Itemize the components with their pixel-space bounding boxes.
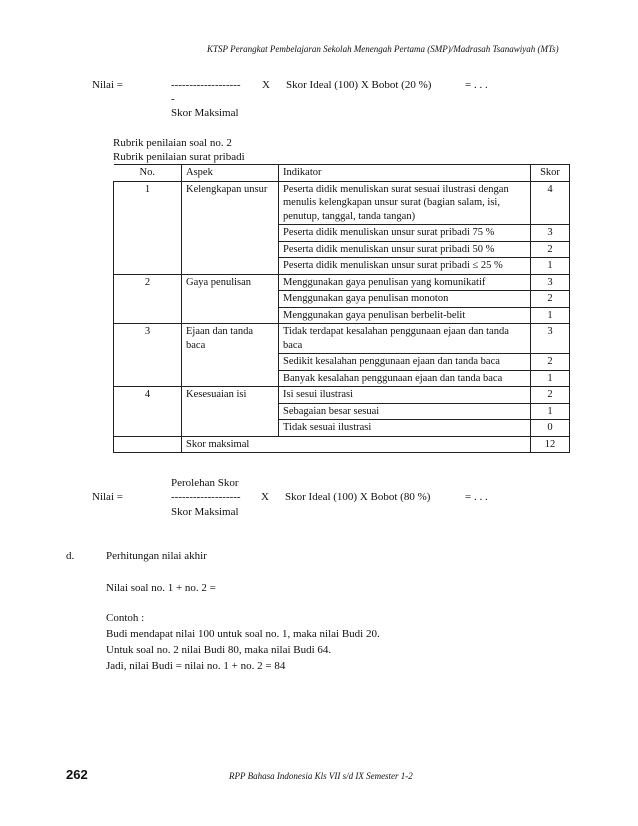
row-aspek: Gaya penulisan [182, 274, 279, 324]
formula1-fraction-tail: - [171, 93, 175, 105]
row-skor: 1 [531, 307, 570, 324]
row-indikator: Peserta didik menuliskan surat sesuai ilustrasi dengan menulis kelengkapan unsur surat (bagian salam, isi, penutup, tanggal, tanda tangan) [279, 181, 531, 225]
row-skor: 3 [531, 225, 570, 242]
rubric-subheading: Rubrik penilaian surat pribadi [113, 151, 245, 163]
table-row [114, 387, 570, 404]
col-header-aspek: Aspek [182, 165, 279, 182]
running-footer: RPP Bahasa Indonesia Kls VII s/d IX Semester 1-2 [229, 771, 413, 781]
row-indikator: Isi sesui ilustrasi [279, 387, 531, 404]
row-skor: 2 [531, 354, 570, 371]
running-header: KTSP Perangkat Pembelajaran Sekolah Menengah Pertama (SMP)/Madrasah Tsanawiyah (MTs) [207, 44, 559, 54]
row-skor: 3 [531, 274, 570, 291]
row-skor: 2 [531, 291, 570, 308]
col-header-indikator: Indikator [279, 165, 531, 182]
rubric-table [113, 164, 570, 453]
row-indikator: Sedikit kesalahan penggunaan ejaan dan tanda baca [279, 354, 531, 371]
row-indikator: Peserta didik menuliskan unsur surat pribadi ≤ 25 % [279, 258, 531, 275]
formula2-ideal: Skor Ideal (100) X Bobot (80 %) [285, 491, 431, 503]
total-label: Skor maksimal [182, 436, 531, 453]
row-aspek: Ejaan dan tanda baca [182, 324, 279, 387]
row-aspek: Kesesuaian isi [182, 387, 279, 437]
total-blank-cell [114, 436, 182, 453]
example-line: Jadi, nilai Budi = nilai no. 1 + no. 2 = 84 [106, 660, 286, 672]
row-skor: 4 [531, 181, 570, 225]
total-value: 12 [531, 436, 570, 453]
formula1-times: X [262, 79, 270, 91]
formula1-denominator: Skor Maksimal [171, 107, 239, 119]
table-row [114, 181, 570, 225]
row-indikator: Menggunakan gaya penulisan yang komunikatif [279, 274, 531, 291]
formula2-equals: = . . . [465, 491, 488, 503]
example-line: Budi mendapat nilai 100 untuk soal no. 1, maka nilai Budi 20. [106, 628, 380, 640]
section-d-title: Perhitungan nilai akhir [106, 550, 207, 562]
formula2-numerator: Perolehan Skor [171, 477, 239, 489]
row-skor: 0 [531, 420, 570, 437]
col-header-no: No. [114, 165, 182, 182]
row-indikator: Banyak kesalahan penggunaan ejaan dan tanda baca [279, 370, 531, 387]
row-indikator: Peserta didik menuliskan unsur surat pribadi 75 % [279, 225, 531, 242]
formula2-times: X [261, 491, 269, 503]
section-d-formula: Nilai soal no. 1 + no. 2 = [106, 582, 216, 594]
row-skor: 1 [531, 370, 570, 387]
row-skor: 3 [531, 324, 570, 354]
row-no: 4 [114, 387, 182, 437]
row-indikator: Menggunakan gaya penulisan monoton [279, 291, 531, 308]
formula1-equals: = . . . [465, 79, 488, 91]
row-skor: 2 [531, 387, 570, 404]
table-row [114, 324, 570, 354]
section-d-marker: d. [66, 550, 75, 562]
example-label: Contoh : [106, 612, 145, 624]
formula2-fraction-line: ------------------- [171, 491, 241, 503]
row-skor: 2 [531, 241, 570, 258]
formula1-fraction-line: ------------------- [171, 79, 241, 91]
total-row [114, 436, 570, 453]
row-indikator: Sebagaian besar sesuai [279, 403, 531, 420]
row-indikator: Tidak terdapat kesalahan penggunaan ejaan dan tanda baca [279, 324, 531, 354]
page-number: 262 [66, 767, 88, 782]
formula1-ideal: Skor Ideal (100) X Bobot (20 %) [286, 79, 432, 91]
row-indikator: Peserta didik menuliskan unsur surat pribadi 50 % [279, 241, 531, 258]
formula1-label: Nilai = [92, 79, 123, 91]
row-no: 1 [114, 181, 182, 274]
example-line: Untuk soal no. 2 nilai Budi 80, maka nilai Budi 64. [106, 644, 332, 656]
row-indikator: Tidak sesuai ilustrasi [279, 420, 531, 437]
row-no: 3 [114, 324, 182, 387]
row-skor: 1 [531, 258, 570, 275]
table-row [114, 274, 570, 291]
row-no: 2 [114, 274, 182, 324]
formula2-denominator: Skor Maksimal [171, 506, 239, 518]
row-skor: 1 [531, 403, 570, 420]
rubric-heading: Rubrik penilaian soal no. 2 [113, 137, 232, 149]
row-aspek: Kelengkapan unsur [182, 181, 279, 274]
col-header-skor: Skor [531, 165, 570, 182]
row-indikator: Menggunakan gaya penulisan berbelit-belit [279, 307, 531, 324]
formula2-label: Nilai = [92, 491, 123, 503]
table-header-row [114, 165, 570, 182]
